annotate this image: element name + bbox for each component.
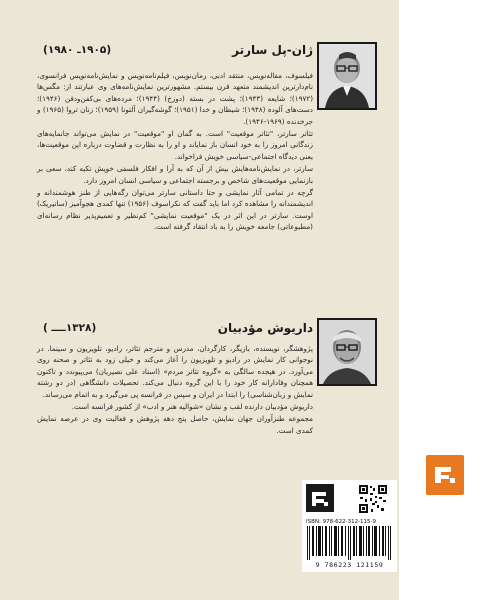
barcode-digits: 9 786223 121159: [315, 561, 384, 569]
author1-header: [43, 42, 313, 58]
author2-name: داریوش مؤدبیان: [217, 321, 313, 335]
author2-years: (۱۳۲۸ــــ ): [43, 322, 97, 334]
qr-code-icon: [358, 484, 388, 514]
author1-bio-paragraph: گرچه در تمامی آثار نمایشی و حتا داستانی سارتر می‌توان رگه‌هایی از طنز هوشمندانه و اندیشمندانه را مشاهده کرد اما باید گفت که نکراسوف (۱۹۵۶) تنها کمدی هجوآمیز (ساتیریک) اوست. سارتر در این اثر در یک "موقعیت نمایشی" کم‌نظیر و تعمیم‌پذیر نظام رسانه‌ای (مطبوعاتی) جامعه خویش را به باد انتقاد گرفته است.: [37, 188, 314, 232]
author2-bio: [37, 343, 313, 437]
page-margin: [399, 0, 483, 600]
publisher-logo-icon: [431, 461, 459, 489]
author1-bio-paragraph: تئاتر سارتر، "تئاتر موقعیت" است. به گمان او "موقعیت" در نمایش می‌تواند جانمایه‌های زندگانی امروز را به خود انسان باز نمایاند و او را به نظارت و قضاوت درباره این موقعیت‌ها، یعنی دیدگاه اجتماعی-سیاسی خویش فراخواند.: [37, 129, 313, 161]
author2-bio-paragraph: مجموعه طنزآوران جهان نمایش، حاصل پنج دهه پژوهش و فعالیت وی در عرصه نمایش کمدی است.: [37, 414, 313, 435]
publisher-logo-tab: [426, 455, 464, 495]
author1-bio-paragraph: فیلسوف، مقاله‌نویس، منتقد ادبی، رمان‌نویس، فیلم‌نامه‌نویس و نمایش‌نامه‌نویس فرانسوی، نام‌دارترین اندیشمند متعهد قرن بیستم. مشهورترین نمایش‌نامه‌های وی عبارتند از: مگس‌ها (۱۹۷۲)؛ شایعه (۱۹۴۳)؛ پشت در بسته (دوزخ) (۱۹۴۴)؛ مرده‌های بی‌کفن‌ودفن (۱۹۴۶)؛ دست‌های آلوده (۱۹۴۸)؛ شیطان و خدا (۱۹۵۱)؛ گوشه‌گیران آلتونا (۱۹۵۹)؛ زنان تروا (۱۹۶۵) و جرخدنده (۱۹۶۹-۱۹۴۶).: [37, 71, 313, 126]
author1-bio-paragraph: سارتر، در نمایش‌نامه‌هایش بیش از آن که به آرا و افکار فلسفی خویش تکیه کند، سعی بر بازنمایی موقعیت‌های شاخص و برجسته اجتماعی و سیاسی انسان امروز دارد.: [37, 164, 313, 185]
publisher-logo-icon: [306, 484, 334, 512]
author2-bio-paragraph: داریوش مؤدبیان دارنده لقب و نشان «شوالیه هنر و ادب» از کشور فرانسه است.: [71, 402, 313, 412]
author2-header: [43, 320, 313, 336]
author1-portrait: [317, 42, 377, 110]
author2-bio-paragraph: پژوهشگر، نویسنده، بازیگر، کارگردان، مدرس و مترجم تئاتر، رادیو، تلویزیون و سینما. در نوجوانی کار نمایش در رادیو و تلویزیون را آغاز می‌کند و خیلی زود به تئاتر و صحنه روی می‌آورد. در هیجده سالگی به «گروه تئاتر مردم» (استاد علی نصیریان) می‌پیوندد و تاکنون همچنان وفادارانه کار خود را با این گروه دنبال می‌کند. تحصیلات دانشگاهی (در دو رشته نمایش و زبان‌شناسی) را ابتدا در ایران و سپس در فرانسه پی می‌گیرد و به اتمام می‌رساند.: [37, 344, 313, 399]
isbn-label: ISBN: 978-622-312-115-9: [306, 519, 377, 525]
author1-years: (۱۹۰۵ـ ۱۹۸۰): [43, 44, 112, 56]
author1-bio: [37, 70, 313, 234]
isbn-barcode-block: [302, 480, 397, 572]
author2-portrait: [317, 318, 377, 386]
author1-name: ژان-پل سارتر: [232, 43, 313, 57]
barcode: [306, 526, 393, 560]
